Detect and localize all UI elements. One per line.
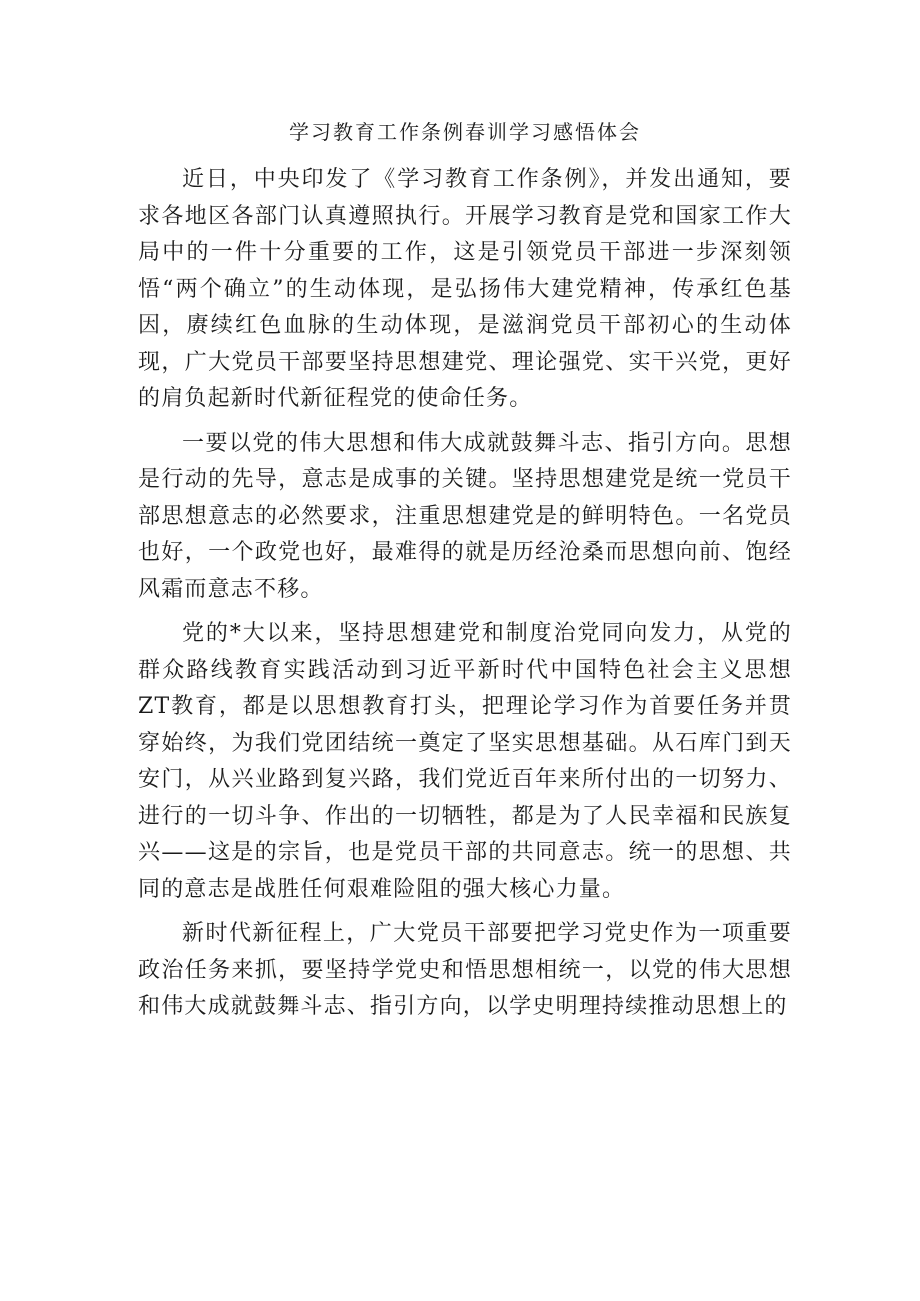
- paragraph-1: 近日，中央印发了《学习教育工作条例》，并发出通知，要求各地区各部门认真遵照执行。开展学习教育是党和国家工作大局中的一件十分重要的工作，这是引领党员干部进一步深刻领悟“两个确立”的生动体现，是弘扬伟大建党精神，传承红色基因，赓续红色血脉的生动体现，是滋润党员干部初心的生动体现，广大党员干部要坚持思想建党、理论强党、实干兴党，更好的肩负起新时代新征程党的使命任务。: [138, 167, 792, 411]
- paragraph-3: 党的*大以来，坚持思想建党和制度治党同向发力，从党的群众路线教育实践活动到习近平新时代中国特色社会主义思想ZT教育，都是以思想教育打头，把理论学习作为首要任务并贯穿始终，为我们党团结统一奠定了坚实思想基础。从石库门到天安门，从兴业路到复兴路，我们党近百年来所付出的一切努力、进行的一切斗争、作出的一切牺牲，都是为了人民幸福和民族复兴——这是的宗旨，也是党员干部的共同意志。统一的思想、共同的意志是战胜任何艰难险阻的强大核心力量。: [138, 621, 792, 902]
- paragraph-2: 一要以党的伟大思想和伟大成就鼓舞斗志、指引方向。思想是行动的先导，意志是成事的关键。坚持思想建党是统一党员干部思想意志的必然要求，注重思想建党是的鲜明特色。一名党员也好，一个政党也好，最难得的就是历经沧桑而思想向前、饱经风霜而意志不移。: [138, 430, 792, 602]
- document-title: 学习教育工作条例春训学习感悟体会: [289, 120, 641, 144]
- paragraph-4: 新时代新征程上，广大党员干部要把学习党史作为一项重要政治任务来抓，要坚持学党史和悟思想相统一，以党的伟大思想和伟大成就鼓舞斗志、指引方向，以学史明理持续推动思想上的: [138, 921, 792, 1019]
